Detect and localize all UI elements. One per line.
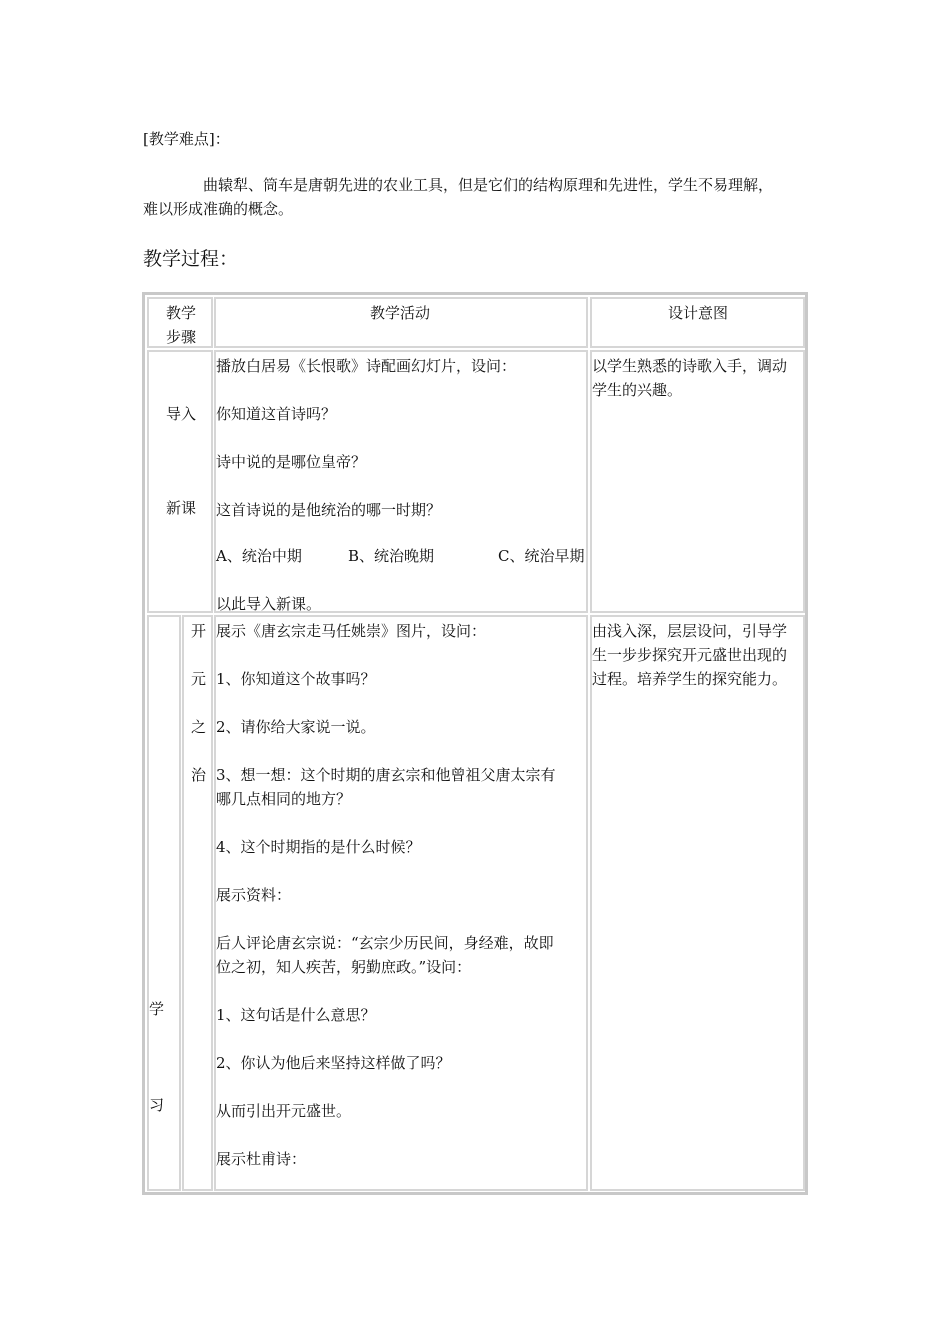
header-intent: 设计意图	[668, 304, 729, 322]
row2-outer-label-1: 学	[149, 1000, 165, 1018]
row2-outer-label-2: 习	[149, 1096, 165, 1114]
header-step-cell	[147, 297, 213, 348]
row2-intent-cell	[590, 615, 805, 1191]
row2-inner-label-3: 之	[191, 718, 207, 736]
row2-intent-line3: 过程。培养学生的探究能力。	[592, 670, 788, 688]
row1-closing: 以此导入新课。	[216, 595, 322, 613]
row2-activity-l5: 4、这个时期指的是什么时候？	[216, 838, 421, 856]
row2-inner-label-cell	[182, 615, 213, 1191]
row2-inner-label-4: 治	[191, 766, 207, 784]
row2-activity-l2: 1、你知道这个故事吗？	[216, 670, 376, 688]
header-step-line1: 教学	[166, 304, 197, 322]
row1-intent-line2: 学生的兴趣。	[592, 381, 683, 399]
row1-intent-cell	[590, 350, 805, 613]
row1-option-c: C、统治早期	[498, 547, 585, 565]
row1-activity-line1: 播放白居易《长恨歌》诗配画幻灯片，设问：	[216, 357, 517, 375]
difficulty-paragraph-line1: 曲辕犁、筒车是唐朝先进的农业工具，但是它们的结构原理和先进性，学生不易理解，	[203, 176, 774, 194]
row2-activity-l3: 2、请你给大家说一说。	[216, 718, 376, 736]
row1-option-b: B、统治晚期	[348, 547, 435, 565]
row2-activity-cell	[214, 615, 588, 1191]
header-step-line2: 步骤	[166, 328, 197, 346]
row1-activity-line4: 这首诗说的是他统治的哪一时期？	[216, 501, 442, 519]
row2-activity-l4a: 3、想一想：这个时期的唐玄宗和他曾祖父唐太宗有	[216, 766, 556, 784]
row2-activity-l10: 从而引出开元盛世。	[216, 1102, 352, 1120]
header-intent-cell	[590, 297, 805, 348]
row1-option-a: A、统治中期	[216, 547, 302, 565]
row2-activity-l1: 展示《唐玄宗走马任姚崇》图片，设问：	[216, 622, 487, 640]
header-activity: 教学活动	[370, 304, 431, 322]
header-activity-cell	[214, 297, 588, 348]
row1-step-cell	[147, 350, 213, 613]
row2-inner-label-1: 开	[191, 622, 207, 640]
difficulty-paragraph-line2: 难以形成准确的概念。	[143, 200, 294, 218]
row2-activity-l7b: 位之初，知人疾苦，躬勤庶政。”设问：	[216, 958, 472, 976]
row2-activity-l9: 2、你认为他后来坚持这样做了吗？	[216, 1054, 451, 1072]
row1-step-line2: 新课	[166, 499, 197, 517]
row2-intent-line1: 由浅入深，层层设问，引导学	[592, 622, 788, 640]
row1-activity-line3: 诗中说的是哪位皇帝？	[216, 453, 367, 471]
row1-step-line1: 导入	[166, 405, 197, 423]
row2-activity-l11: 展示杜甫诗：	[216, 1150, 307, 1168]
difficulty-heading: [教学难点]：	[143, 130, 230, 148]
process-heading: 教学过程：	[143, 248, 239, 270]
row2-outer-label-cell	[147, 615, 181, 1191]
teaching-process-table	[142, 292, 808, 1195]
row2-intent-line2: 生一步步探究开元盛世出现的	[592, 646, 788, 664]
row2-activity-l7a: 后人评论唐玄宗说：“玄宗少历民间，身经难，故即	[216, 934, 554, 952]
row2-activity-l6: 展示资料：	[216, 886, 292, 904]
row2-inner-label-2: 元	[191, 670, 207, 688]
row1-activity-line2: 你知道这首诗吗？	[216, 405, 337, 423]
row1-activity-cell	[214, 350, 588, 613]
row2-activity-l4b: 哪几点相同的地方？	[216, 790, 352, 808]
row2-activity-l8: 1、这句话是什么意思？	[216, 1006, 376, 1024]
row1-intent-line1: 以学生熟悉的诗歌入手，调动	[592, 357, 788, 375]
